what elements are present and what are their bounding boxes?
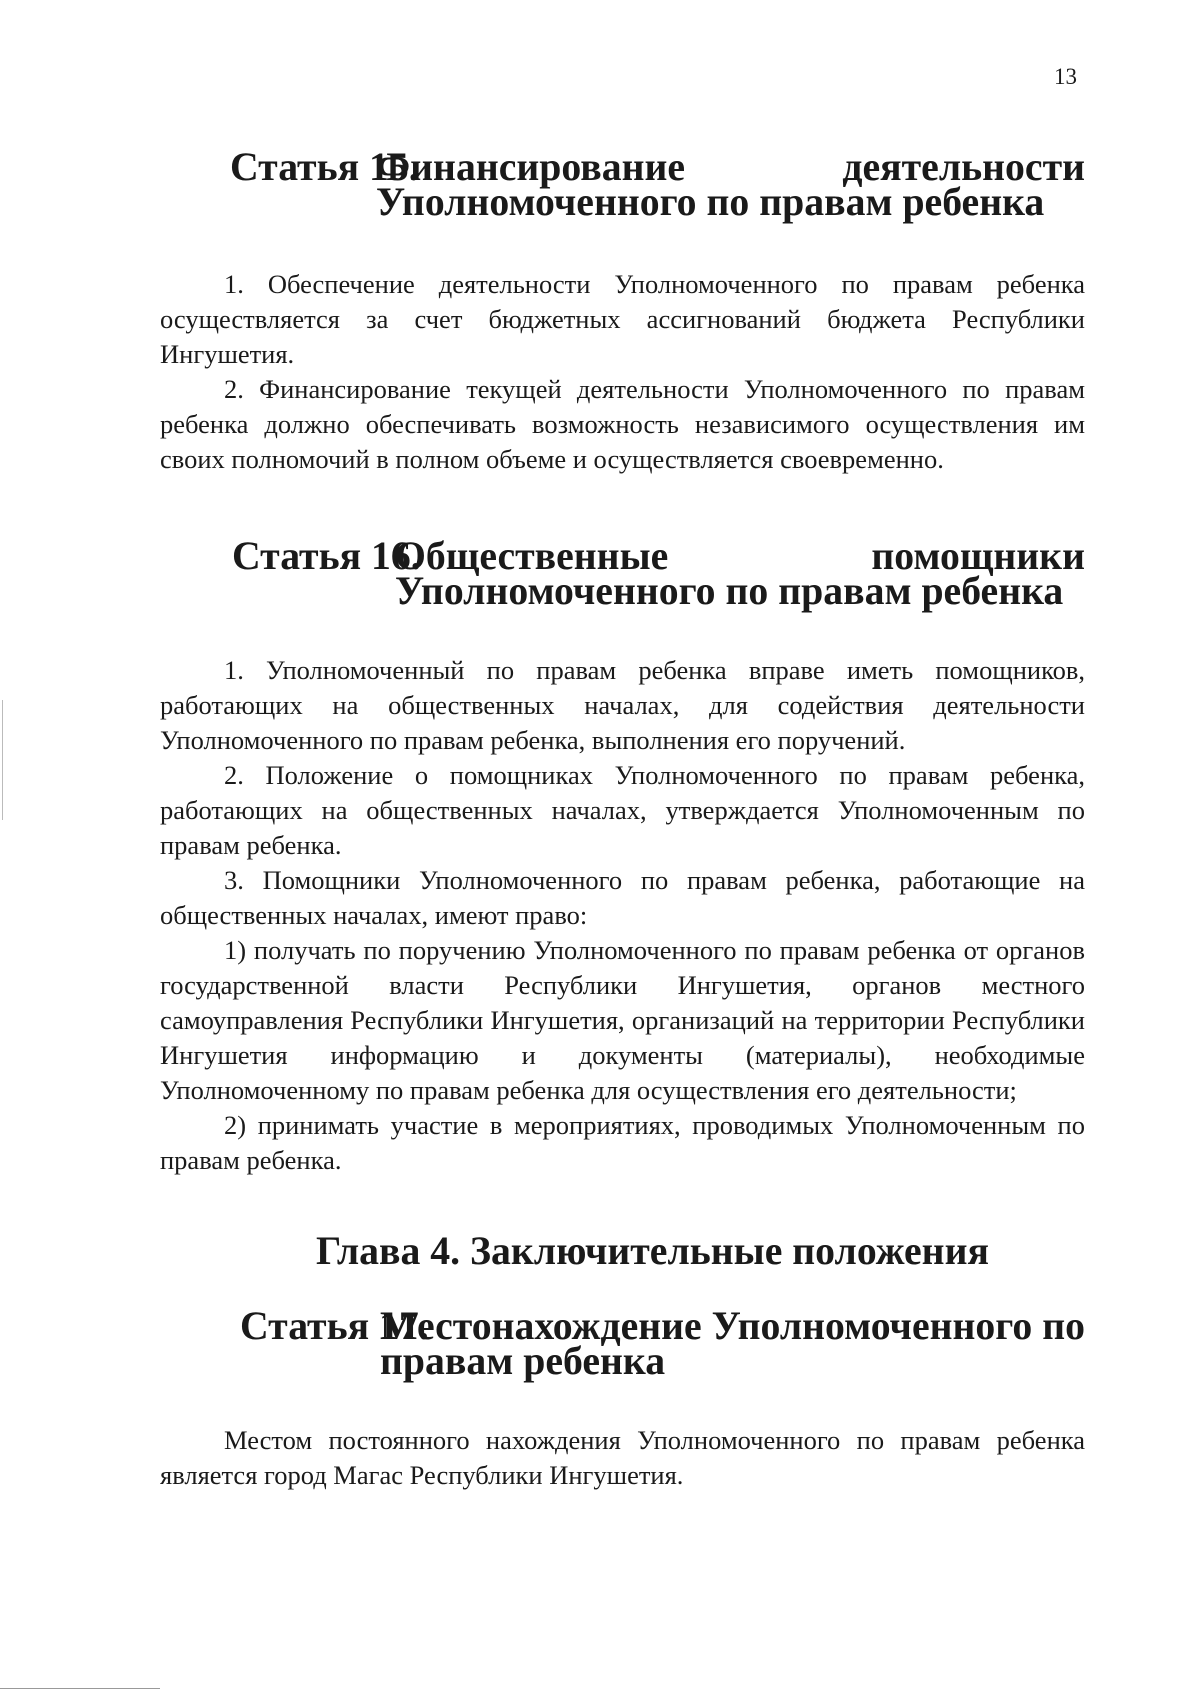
article-17 <box>160 1304 1085 1493</box>
article-15-number: Статья 15. <box>230 145 419 189</box>
article-16-paragraph-3: 3. Помощники Уполномоченного по правам ребенка, работающие на общественных началах, имеют право: <box>160 865 1085 930</box>
article-16-title: Общественные помощники Уполномоченного по правам ребенка <box>395 534 1085 613</box>
chapter-4-heading: Глава 4. Заключительные положения <box>316 1229 989 1273</box>
article-15 <box>160 145 1085 477</box>
article-16-subitem-2: 2) принимать участие в мероприятиях, проводимых Уполномоченным по правам ребенка. <box>160 1110 1085 1175</box>
scan-bottom-edge <box>0 1688 160 1689</box>
article-16-number: Статья 16. <box>232 534 421 578</box>
article-16-paragraph-2: 2. Положение о помощниках Уполномоченного по правам ребенка, работающих на общественных началах, утверждается Уполномоченным по правам ребенка. <box>160 760 1085 860</box>
article-17-body <box>160 1423 1085 1493</box>
article-15-paragraph-2: 2. Финансирование текущей деятельности Уполномоченного по правам ребенка должно обеспечивать возможность независимого осуществления им своих полномочий в полном объеме и осуществляется своевременно. <box>160 374 1085 474</box>
article-16 <box>160 534 1085 1178</box>
article-16-subitem-1: 1) получать по поручению Уполномоченного по правам ребенка от органов государственной власти Республики Ингушетия, органов местного самоуправления Республики Ингушетия, организаций на территории Республики Ингушетия информацию и документы (материалы), необходимые Уполномоченному по правам ребенка для осуществления его деятельности; <box>160 935 1085 1105</box>
article-15-heading <box>230 145 1085 224</box>
scan-margin-mark <box>2 700 3 820</box>
article-15-title: Финансирование деятельности Уполномоченного по правам ребенка <box>376 145 1085 224</box>
article-17-paragraph-1: Местом постоянного нахождения Уполномоченного по правам ребенка является город Магас Республики Ингушетия. <box>160 1425 1085 1490</box>
document-body <box>160 145 1085 1493</box>
article-16-heading <box>232 534 1085 613</box>
article-15-body <box>160 267 1085 477</box>
page-number: 13 <box>1054 64 1077 89</box>
article-16-paragraph-1: 1. Уполномоченный по правам ребенка вправе иметь помощников, работающих на общественных началах, для содействия деятельности Уполномоченного по правам ребенка, выполнения его поручений. <box>160 655 1085 755</box>
article-16-body <box>160 653 1085 1178</box>
article-17-title: Местонахождение Уполномоченного по правам ребенка <box>380 1304 1085 1383</box>
article-17-heading <box>240 1304 1085 1383</box>
article-15-paragraph-1: 1. Обеспечение деятельности Уполномоченного по правам ребенка осуществляется за счет бюджетных ассигнований бюджета Республики Ингушетия. <box>160 269 1085 369</box>
article-17-number: Статья 17. <box>240 1304 429 1348</box>
